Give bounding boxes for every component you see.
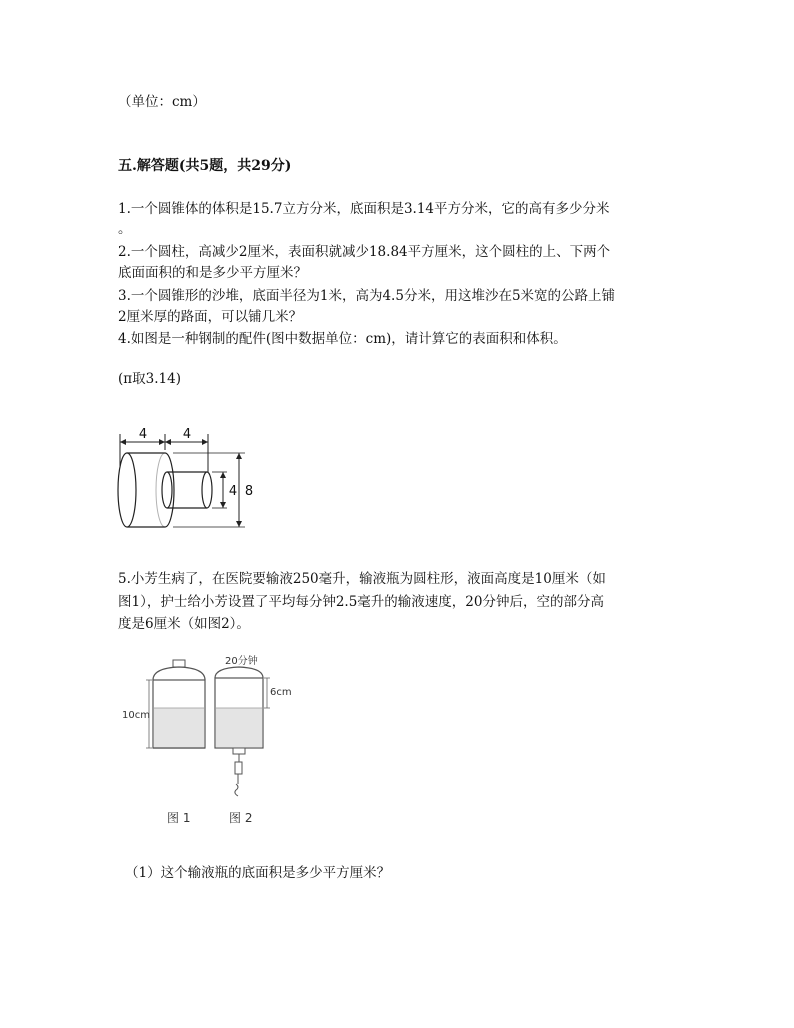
q5-iv-bottle-figure xyxy=(115,650,300,830)
q4-dim-inner: 4 xyxy=(228,484,238,499)
q4-dim-outer: 8 xyxy=(244,484,254,499)
section-heading: 五.解答题(共5题，共29分) xyxy=(118,158,292,174)
q5-sub1: （1）这个输液瓶的底面积是多少平方厘米？ xyxy=(125,865,391,881)
q3-line1: 3.一个圆锥形的沙堆，底面半径为1米，高为4.5分米，用这堆沙在5米宽的公路上铺 xyxy=(118,288,616,304)
q5-caption-1: 图 1 xyxy=(167,811,191,825)
q5-line1: 5.小芳生病了，在医院要输液250毫升，输液瓶为圆柱形，液面高度是10厘米（如 xyxy=(118,571,606,587)
q4-pi-note: (π取3.14) xyxy=(118,371,181,387)
q5-line2: 图1），护士给小芳设置了平均每分钟2.5毫升的输液速度，20分钟后，空的部分高 xyxy=(118,594,604,610)
unit-note: （单位：cm） xyxy=(118,94,206,110)
q4-dim-right: 4 xyxy=(182,427,192,442)
q2-line1: 2.一个圆柱，高减少2厘米，表面积就减少18.84平方厘米，这个圆柱的上、下两个 xyxy=(118,244,611,260)
q5-label-time: 20分钟 xyxy=(225,656,258,667)
q5-caption-2: 图 2 xyxy=(229,811,253,825)
q4-steel-part-figure xyxy=(115,420,260,535)
q2-line2: 底面面积的和是多少平方厘米？ xyxy=(118,265,307,281)
q1-line2: 。 xyxy=(118,221,132,237)
q4-dim-left: 4 xyxy=(138,427,148,442)
q5-label-height: 10cm xyxy=(122,710,150,721)
q3-line2: 2厘米厚的路面，可以铺几米？ xyxy=(118,309,303,325)
q5-line3: 度是6厘米（如图2）。 xyxy=(118,616,250,632)
q5-label-empty: 6cm xyxy=(270,687,292,698)
q1-line1: 1.一个圆锥体的体积是15.7立方分米，底面积是3.14平方分米，它的高有多少分米 xyxy=(118,201,610,217)
q4-line1: 4.如图是一种钢制的配件(图中数据单位：cm)，请计算它的表面积和体积。 xyxy=(118,331,567,347)
